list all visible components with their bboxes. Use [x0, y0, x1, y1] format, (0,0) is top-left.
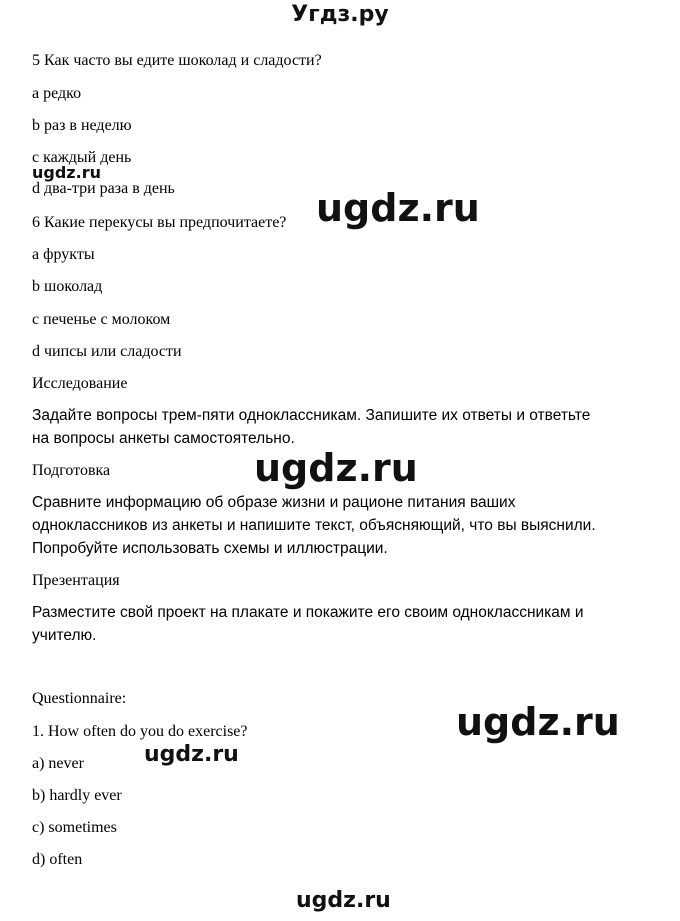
site-header: Угдз.ру — [291, 2, 389, 27]
watermark-large: ugdz.ru — [456, 700, 620, 744]
questionnaire-heading: Questionnaire: — [32, 690, 127, 707]
research-heading: Исследование — [32, 375, 128, 392]
watermark-large: ugdz.ru — [316, 186, 480, 230]
watermark-large: ugdz.ru — [254, 446, 418, 490]
question-6: 6 Какие перекусы вы предпочитаете? — [32, 214, 287, 231]
preparation-heading: Подготовка — [32, 462, 111, 479]
answer-6b: b шоколад — [32, 278, 103, 295]
research-text-line-2: на вопросы анкеты самостоятельно. — [32, 430, 295, 447]
watermark-medium: ugdz.ru — [296, 888, 391, 913]
question-1: 1. How often do you do exercise? — [32, 723, 248, 740]
answer-5d: d два-три раза в день — [32, 180, 175, 197]
answer-1d: d) often — [32, 851, 83, 868]
presentation-text-line-2: учителю. — [32, 627, 97, 644]
answer-1c: c) sometimes — [32, 819, 117, 836]
research-text-line-1: Задайте вопросы трем-пяти одноклассникам. Запишите их ответы и ответьте — [32, 407, 591, 424]
answer-1a: a) never — [32, 755, 84, 772]
watermark-medium: ugdz.ru — [144, 742, 239, 767]
answer-6a: a фрукты — [32, 246, 95, 263]
answer-6d: d чипсы или сладости — [32, 343, 182, 360]
presentation-text-line-1: Разместите свой проект на плакате и покажите его своим одноклассникам и — [32, 604, 584, 621]
answer-5b: b раз в неделю — [32, 117, 132, 134]
preparation-text-line-3: Попробуйте использовать схемы и иллюстрации. — [32, 540, 388, 557]
answer-5a: a редко — [32, 85, 82, 102]
question-5: 5 Как часто вы едите шоколад и сладости? — [32, 52, 322, 69]
answer-5c: c каждый день — [32, 149, 132, 166]
presentation-heading: Презентация — [32, 572, 120, 589]
preparation-text-line-1: Сравните информацию об образе жизни и рационе питания ваших — [32, 494, 516, 511]
answer-1b: b) hardly ever — [32, 787, 122, 804]
answer-6c: c печенье с молоком — [32, 311, 171, 328]
watermark-small: ugdz.ru — [32, 163, 101, 182]
preparation-text-line-2: одноклассников из анкеты и напишите текст, объясняющий, что вы выяснили. — [32, 517, 596, 534]
